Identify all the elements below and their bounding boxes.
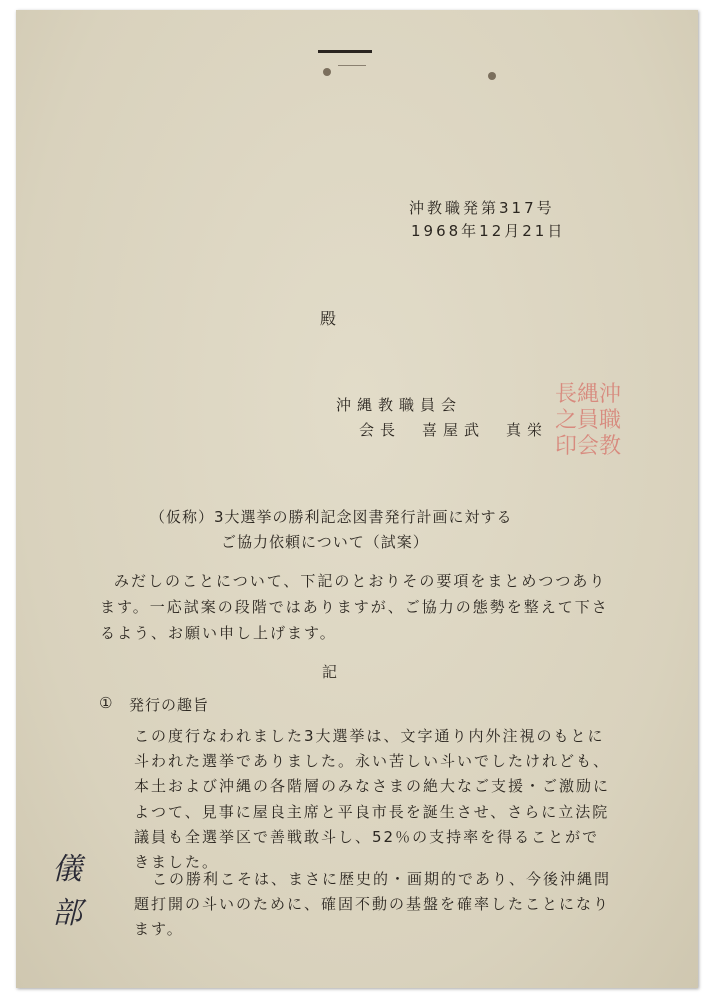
addressee-honorific: 殿 (320, 309, 338, 328)
handwritten-note: 儀部 (52, 852, 82, 931)
document-title-line-2: ご協力依頼について（試案） (221, 533, 429, 551)
intro-line: みだしのことについて、下記のとおりその要項をまとめつつあり (114, 572, 607, 590)
reference-number: 沖教職発第317号 (409, 199, 555, 217)
sender-president: 会長 喜屋武 真栄 (359, 421, 549, 439)
paragraph-line: 斗われた選挙でありました。永い苦しい斗いでしたけれども、 (134, 752, 611, 770)
paragraph-line: 題打開の斗いのために、確固不動の基盤を確率したことになり (134, 895, 611, 913)
seal-line: 之員職 (555, 408, 622, 433)
ki-heading: 記 (322, 663, 339, 681)
paragraph-line: この度行なわれました3大選挙は、文字通り内外注視のもとに (134, 727, 605, 745)
official-seal-stamp (555, 382, 643, 464)
document-sheet (16, 10, 698, 988)
paragraph-line: この勝利こそは、まさに歴史的・画期的であり、今後沖縄問 (152, 870, 612, 888)
paragraph-line: きました。 (134, 853, 220, 871)
punch-hole-right (488, 72, 496, 80)
paragraph-line: よつて、見事に屋良主席と平良市長を誕生させ、さらに立法院 (134, 803, 610, 821)
staple-mark (318, 50, 372, 53)
document-title-line-1: （仮称）3大選挙の勝利記念図書発行計画に対する (150, 508, 513, 526)
paragraph-line: 議員も全選挙区で善戦敢斗し、52％の支持率を得ることがで (134, 828, 600, 846)
seal-line: 印会教 (555, 434, 622, 459)
staple-mark-faint (338, 65, 366, 66)
seal-line: 長縄沖 (555, 382, 622, 407)
intro-line: ます。一応試案の段階ではありますが、ご協力の態勢を整えて下さ (100, 598, 609, 616)
paragraph-line: ます。 (134, 920, 184, 938)
intro-line: るよう、お願い申し上げます。 (100, 624, 337, 642)
sender-organization: 沖縄教職員会 (336, 396, 463, 414)
punch-hole-left (323, 68, 331, 76)
section-heading: 発行の趣旨 (129, 696, 210, 714)
handwritten-annotation (52, 848, 92, 936)
section-number: ① (99, 694, 114, 712)
paragraph-line: 本土および沖縄の各階層のみなさまの絶大なご支援・ご激励に (134, 777, 611, 795)
document-date: 1968年12月21日 (411, 222, 566, 240)
